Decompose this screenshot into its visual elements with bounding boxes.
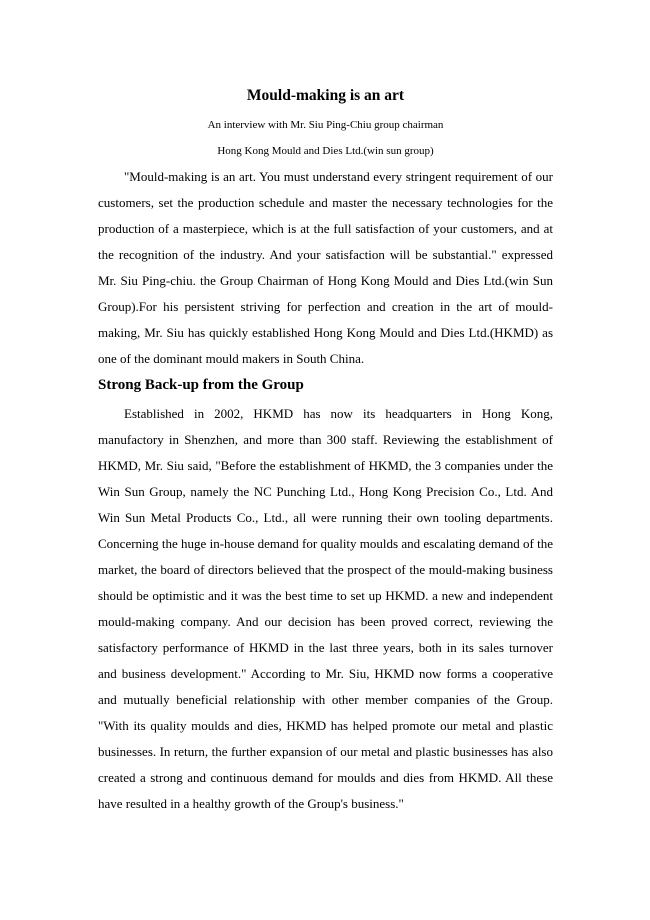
article-title: Mould-making is an art xyxy=(246,87,405,104)
section-heading: Strong Back-up from the Group xyxy=(98,377,304,393)
intro-paragraph: "Mould-making is an art. You must understand every stringent requirement of our customers, set the production schedule and master the necessary technologies for the production of a masterpiece, which is at the full satisfaction of your customers, and at the recognition of the industry. And your satisfaction will be substantial." expressed Mr. Siu Ping-chiu. the Group Chairman of Hong Kong Mould and Dies Ltd.(win Sun Group).For his persistent striving for perfection and creation in the art of mould-making, Mr. Siu has quickly established Hong Kong Mould and Dies Ltd.(HKMD) as one of the dominant mould makers in South China. xyxy=(98,169,553,366)
article-subtitle-company: Hong Kong Mould and Dies Ltd.(win sun group) xyxy=(217,145,434,157)
section-paragraph: Established in 2002, HKMD has now its headquarters in Hong Kong, manufactory in Shenzhen, and more than 300 staff. Reviewing the establishment of HKMD, Mr. Siu said, "Before the establishment of HKMD, the 3 companies under the Win Sun Group, namely the NC Punching Ltd., Hong Kong Precision Co., Ltd. And Win Sun Metal Products Co., Ltd., all were running their own tooling departments. Concerning the huge in-house demand for quality moulds and escalating demand of the market, the board of directors believed that the prospect of the mould-making business should be optimistic and it was the best time to set up HKMD. a new and independent mould-making company. And our decision has been proved correct, reviewing the satisfactory performance of HKMD in the last three years, both in its sales turnover and business development." According to Mr. Siu, HKMD now forms a cooperative and mutually beneficial relationship with other member companies of the Group. "With its quality moulds and dies, HKMD has helped promote our metal and plastic businesses. In return, the further expansion of our metal and plastic businesses has also created a strong and continuous demand for moulds and dies from HKMD. All these have resulted in a healthy growth of the Group's business." xyxy=(98,406,553,811)
article-subtitle-interviewee: An interview with Mr. Siu Ping-Chiu group chairman xyxy=(207,119,444,131)
